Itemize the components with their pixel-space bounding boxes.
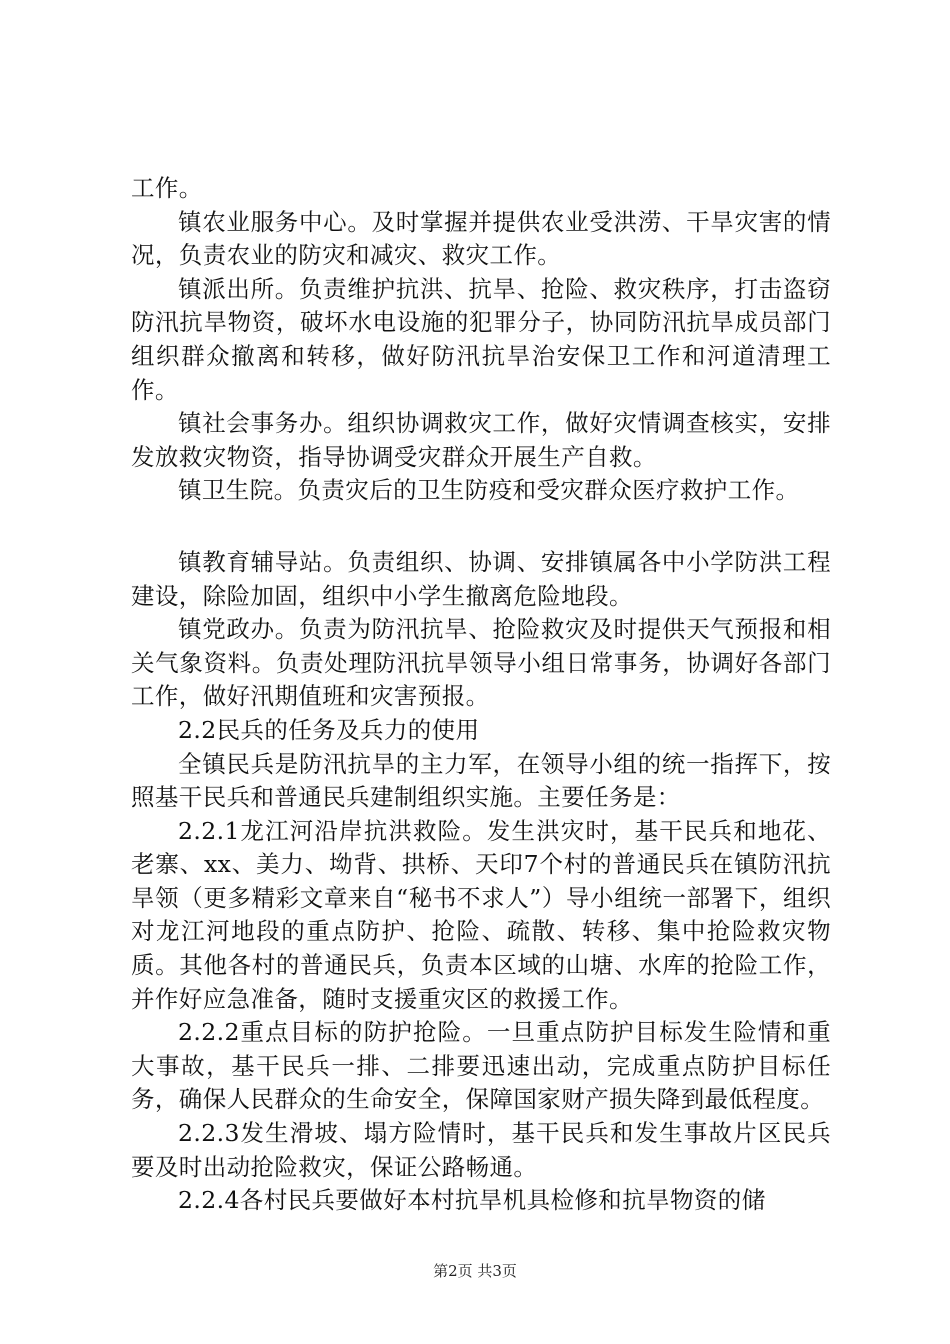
document-body [131,172,831,1218]
paragraph-7: 镇党政办。负责为防汛抗旱、抢险救灾及时提供天气预报和相关气象资料。负责处理防汛抗旱领导小组日常事务，协调好各部门工作，做好汛期值班和灾害预报。 [131,615,831,711]
paragraph-13: 2.2.4各村民兵要做好本村抗旱机具检修和抗旱物资的储 [178,1186,766,1215]
paragraph-9: 全镇民兵是防汛抗旱的主力军，在领导小组的统一指挥下，按照基干民兵和普通民兵建制组织实施。主要任务是： [131,749,831,812]
paragraph-2: 镇农业服务中心。及时掌握并提供农业受洪涝、干旱灾害的情况，负责农业的防灾和减灾、救灾工作。 [131,207,831,270]
paragraph-5: 镇卫生院。负责灾后的卫生防疫和受灾群众医疗救护工作。 [178,476,800,505]
paragraph-6: 镇教育辅导站。负责组织、协调、安排镇属各中小学防洪工程建设，除险加固，组织中小学生撤离危险地段。 [131,547,831,610]
paragraph-gap [131,508,831,546]
paragraph-3: 镇派出所。负责维护抗洪、抗旱、抢险、救灾秩序，打击盗窃防汛抗旱物资，破坏水电设施的犯罪分子，协同防汛抗旱成员部门组织群众撤离和转移，做好防汛抗旱治安保卫工作和河道清理工作。 [131,274,831,404]
paragraph-4: 镇社会事务办。组织协调救灾工作，做好灾情调查核实，安排发放救灾物资，指导协调受灾群众开展生产自救。 [131,409,831,471]
page-footer: 第2页 共3页 [433,1262,517,1280]
paragraph-10: 2.2.1龙江河沿岸抗洪救险。发生洪灾时，基干民兵和地花、老寨、xx、美力、坳背、拱桥、天印7个村的普通民兵在镇防汛抗旱领（更多精彩文章来自“秘书不求人”）导小组统一部署下，组织对龙江河地段的重点防护、抢险、疏散、转移、集中抢险救灾物质。其他各村的普通民兵，负责本区域的山塘、水库的抢险工作，并作好应急准备，随时支援重灾区的救援工作。 [131,816,831,1013]
paragraph-1: 工作。 [131,174,203,202]
section-heading: 2.2民兵的任务及兵力的使用 [178,715,480,744]
paragraph-11: 2.2.2重点目标的防护抢险。一旦重点防护目标发生险情和重大事故，基干民兵一排、二排要迅速出动，完成重点防护目标任务，确保人民群众的生命安全，保障国家财产损失降到最低程度。 [131,1018,831,1114]
paragraph-12: 2.2.3发生滑坡、塌方险情时，基干民兵和发生事故片区民兵要及时出动抢险救灾，保证公路畅通。 [131,1119,831,1181]
